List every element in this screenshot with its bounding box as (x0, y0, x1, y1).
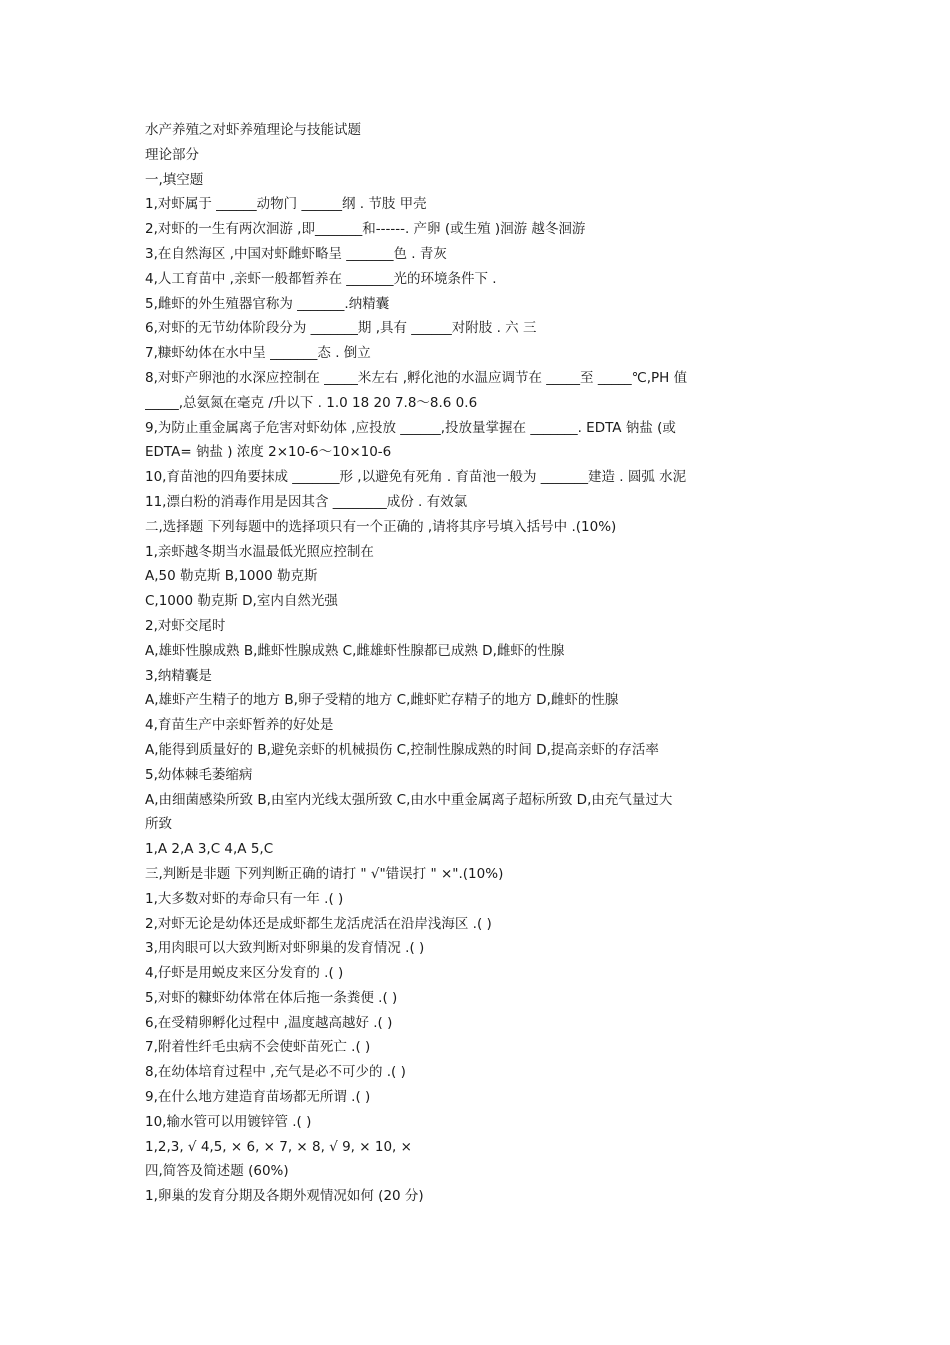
text-line: 一,填空题 (145, 171, 204, 188)
text-line: 10,育苗池的四角要抹成 _______形 ,以避免有死角 . 育苗池一般为 _______建造 . 圆弧 水泥 (145, 469, 687, 486)
text-line: C,1000 勒克斯 D,室内自然光强 (145, 593, 338, 610)
text-line: 1,对虾属于 ______动物门 ______纲 . 节肢 甲壳 (145, 196, 427, 213)
text-line: A,雄虾产生精子的地方 B,卵子受精的地方 C,雌虾贮存精子的地方 D,雌虾的性腺 (145, 692, 619, 709)
text-line: 2,对虾交尾时 (145, 617, 226, 634)
text-line: 1,亲虾越冬期当水温最低光照应控制在 (145, 543, 374, 560)
text-line: 11,漂白粉的消毒作用是因其含 ________成份 . 有效氯 (145, 493, 468, 510)
text-line: 1,A 2,A 3,C 4,A 5,C (145, 841, 274, 858)
text-line: A,由细菌感染所致 B,由室内光线太强所致 C,由水中重金属离子超标所致 D,由充气量过大 (145, 791, 673, 808)
text-line: 8,对虾产卵池的水深应控制在 _____米左右 ,孵化池的水温应调节在 _____至 _____℃,PH 值 (145, 369, 688, 386)
text-line: A,50 勒克斯 B,1000 勒克斯 (145, 568, 318, 585)
text-line: 7,糠虾幼体在水中呈 _______态 . 倒立 (145, 345, 371, 362)
text-line: 3,在自然海区 ,中国对虾雌虾略呈 _______色 . 青灰 (145, 245, 447, 262)
text-line: EDTA= 钠盐 ) 浓度 2×10-6～10×10-6 (145, 444, 392, 461)
text-line: 6,在受精卵孵化过程中 ,温度越高越好 .( ) (145, 1014, 393, 1031)
text-line: 5,幼体棘毛萎缩病 (145, 766, 253, 783)
text-line: 10,输水管可以用镀锌管 .( ) (145, 1113, 312, 1130)
text-line: 5,雌虾的外生殖器官称为 _______.纳精囊 (145, 295, 390, 312)
text-line: 5,对虾的糠虾幼体常在体后拖一条粪便 .( ) (145, 989, 398, 1006)
text-line: 水产养殖之对虾养殖理论与技能试题 (145, 122, 361, 138)
text-line: 9,为防止重金属离子危害对虾幼体 ,应投放 ______,投放量掌握在 _______. EDTA 钠盐 (或 (145, 419, 676, 436)
text-line: 2,对虾无论是幼体还是成虾都生龙活虎活在沿岸浅海区 .( ) (145, 915, 492, 932)
text-line: 7,附着性纤毛虫病不会使虾苗死亡 .( ) (145, 1039, 371, 1056)
text-line: 1,卵巢的发育分期及各期外观情况如何 (20 分) (145, 1188, 424, 1205)
text-line: A,能得到质量好的 B,避免亲虾的机械损伤 C,控制性腺成熟的时间 D,提高亲虾的存活率 (145, 741, 659, 758)
text-line: 3,纳精囊是 (145, 667, 212, 684)
text-line: 1,大多数对虾的寿命只有一年 .( ) (145, 890, 344, 907)
text-line: 2,对虾的一生有两次洄游 ,即_______和------. 产卵 (或生殖 )洄游 越冬洄游 (145, 221, 586, 238)
text-line: 6,对虾的无节幼体阶段分为 _______期 ,具有 ______对附肢 . 六 三 (145, 320, 537, 337)
text-line: 9,在什么地方建造育苗场都无所谓 .( ) (145, 1089, 371, 1106)
text-line: 4,仔虾是用蜕皮来区分发育的 .( ) (145, 965, 344, 982)
text-line: 4,育苗生产中亲虾暂养的好处是 (145, 717, 334, 734)
text-line: 3,用肉眼可以大致判断对虾卵巢的发育情况 .( ) (145, 940, 425, 957)
text-line: 二,选择题 下列每题中的选择项只有一个正确的 ,请将其序号填入括号中 .(10%) (145, 518, 617, 535)
document-body (145, 118, 815, 1209)
text-line: 三,判断是非题 下列判断正确的请打 " √"错误打 " ×".(10%) (145, 865, 504, 882)
text-line: 1,2,3, √ 4,5, × 6, × 7, × 8, √ 9, × 10, × (145, 1138, 412, 1155)
text-line: _____,总氨氮在毫克 /升以下 . 1.0 18 20 7.8～8.6 0.6 (145, 394, 478, 411)
text-line: A,雄虾性腺成熟 B,雌虾性腺成熟 C,雌雄虾性腺都已成熟 D,雌虾的性腺 (145, 642, 565, 659)
text-line: 四,简答及简述题 (60%) (145, 1163, 289, 1180)
text-line: 8,在幼体培育过程中 ,充气是必不可少的 .( ) (145, 1064, 406, 1081)
text-line: 理论部分 (145, 146, 199, 163)
text-line: 所致 (145, 816, 172, 833)
text-line: 4,人工育苗中 ,亲虾一般都暂养在 _______光的环境条件下 . (145, 270, 497, 287)
